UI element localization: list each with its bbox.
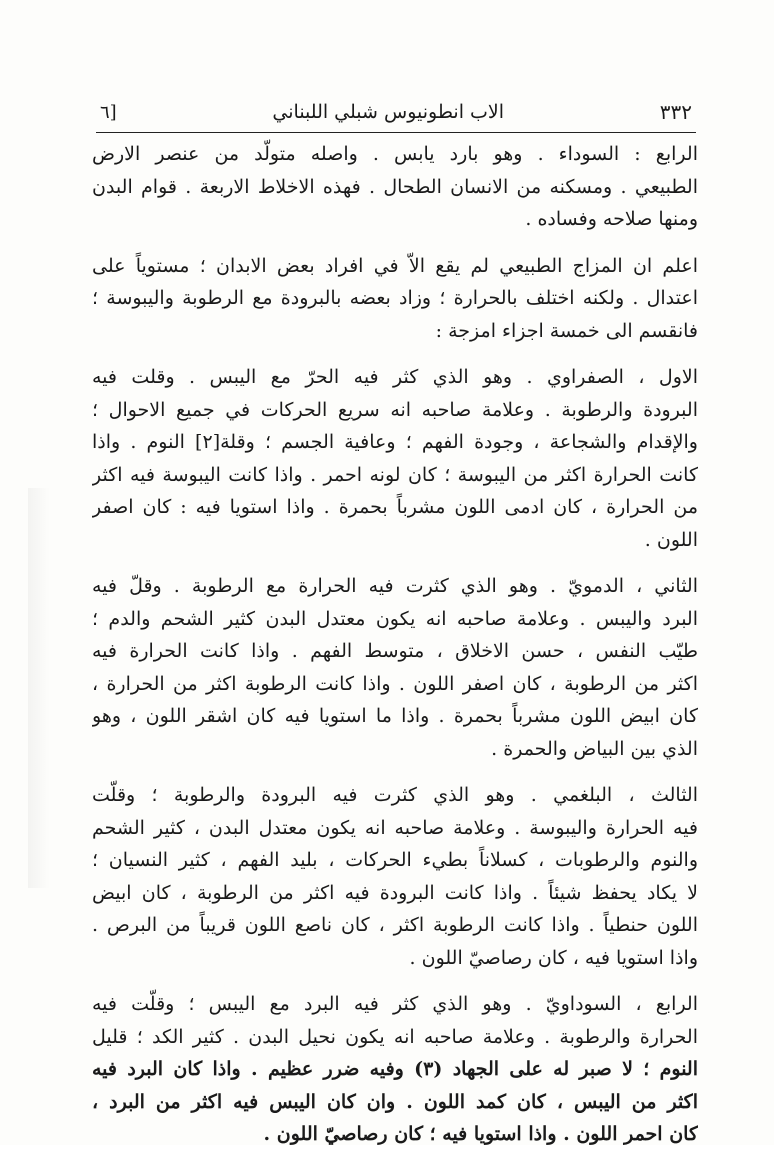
text-line: الحرارة والرطوبة . وعلامة صاحبه انه يكون نحيل البدن . كثير الكد ؛ قليل xyxy=(92,1025,698,1048)
text-line: الاول ، الصفراوي . وهو الذي كثر فيه الحرّ مع اليبس . وقلت فيه xyxy=(92,366,698,388)
text-line: الطبيعي . ومسكنه من الانسان الطحال . فهذه الاخلاط الاربعة . قوام البدن xyxy=(92,175,698,198)
text-line: الثالث ، البلغمي . وهو الذي كثرت فيه البرودة والرطوبة ؛ وقلّت xyxy=(92,784,698,806)
text-line: اعلم ان المزاج الطبيعي لم يقع الاّ في افراد بعض الابدان ؛ مستوياً على xyxy=(92,254,698,277)
document-body xyxy=(92,138,698,1151)
text-line: فيه الحرارة واليبوسة . وعلامة صاحبه انه يكون معتدل البدن ، كثير الشحم xyxy=(92,816,698,839)
paragraph-choleric xyxy=(92,361,698,556)
text-line: البرد واليبس . وعلامة صاحبه انه يكون معتدل البدن كثير الشحم والدم ؛ xyxy=(92,607,698,630)
header-rule xyxy=(96,132,696,133)
paragraph-sanguine xyxy=(92,570,698,765)
text-line: النوم ؛ لا صبر له على الجهاد (٣) وفيه ضرر عظيم . واذا كان البرد فيه xyxy=(92,1058,698,1080)
text-line: كان احمر اللون . واذا استويا فيه ؛ كان رصاصيّ اللون . xyxy=(263,1123,698,1145)
text-line: واذا استويا فيه ، كان رصاصيّ اللون . xyxy=(409,946,698,969)
paragraph-melancholic xyxy=(92,988,698,1151)
text-line: فانقسم الى خمسة اجزاء امزجة : xyxy=(435,319,698,342)
text-line: اللون . xyxy=(644,528,698,551)
text-line: طيّب النفس ، حسن الاخلاق ، متوسط الفهم . واذا كانت الحرارة فيه xyxy=(92,640,698,662)
text-line: والنوم والرطوبات ، كسلاناً بطيء الحركات ، بليد الفهم ، كثير النسيان ؛ xyxy=(92,849,698,871)
text-line: كانت الحرارة اكثر من اليبوسة ؛ كان لونه احمر . واذا كانت اليبوسة فيه اكثر xyxy=(92,463,698,486)
text-line: كان ابيض اللون مشرباً بحمرة . واذا ما استويا فيه كان اشقر اللون ، وهو xyxy=(92,705,698,727)
text-line: والإقدام والشجاعة ، وجودة الفهم ؛ وعافية الجسم ؛ وقلة[٢] النوم . واذا xyxy=(92,431,698,453)
paragraph-black-bile xyxy=(92,138,698,236)
paragraph-phlegmatic xyxy=(92,779,698,974)
text-line: اكثر من اليبس ، كان كمد اللون . وان كان اليبس فيه اكثر من البرد ، xyxy=(92,1090,698,1113)
page-header xyxy=(100,96,692,128)
text-line: اكثر من الرطوبة ، كان اصفر اللون . واذا كانت الرطوبة اكثر من الحرارة ، xyxy=(92,672,698,695)
text-line: من الحرارة ، كان ادمى اللون مشرباً بحمرة . واذا استويا فيه : كان اصفر xyxy=(92,496,698,518)
text-line: البرودة والرطوبة . وعلامة صاحبه انه سريع الحركات في جميع الاحوال ؛ xyxy=(92,398,698,421)
text-line: ومنها صلاحه وفساده . xyxy=(525,208,698,230)
text-line: اعتدال . ولكنه اختلف بالحرارة ؛ وزاد بعضه بالبرودة مع الرطوبة واليبوسة ؛ xyxy=(92,287,698,309)
section-mark: [٦ xyxy=(100,101,117,123)
paragraph-temperament-intro xyxy=(92,250,698,348)
text-line: الرابع : السوداء . وهو بارد يابس . واصله متولّد من عنصر الارض xyxy=(92,143,698,165)
text-line: الرابع ، السوداويّ . وهو الذي كثر فيه البرد مع اليبس ؛ وقلّت فيه xyxy=(92,993,698,1015)
text-line: الذي بين البياض والحمرة . xyxy=(491,737,698,760)
text-line: الثاني ، الدمويّ . وهو الذي كثرت فيه الحرارة مع الرطوبة . وقلّ فيه xyxy=(92,575,698,597)
page-number: ٣٣٢ xyxy=(659,100,692,124)
scan-shadow xyxy=(28,488,50,888)
text-line: لا يكاد يحفظ شيئاً . واذا كانت البرودة فيه اكثر من الرطوبة ، كان ابيض xyxy=(92,881,698,904)
text-line: اللون حنطياً . واذا كانت الرطوبة اكثر ، كان ناصع اللون قريباً من البرص . xyxy=(92,914,698,936)
running-title: الاب انطونيوس شبلي اللبناني xyxy=(272,101,505,123)
